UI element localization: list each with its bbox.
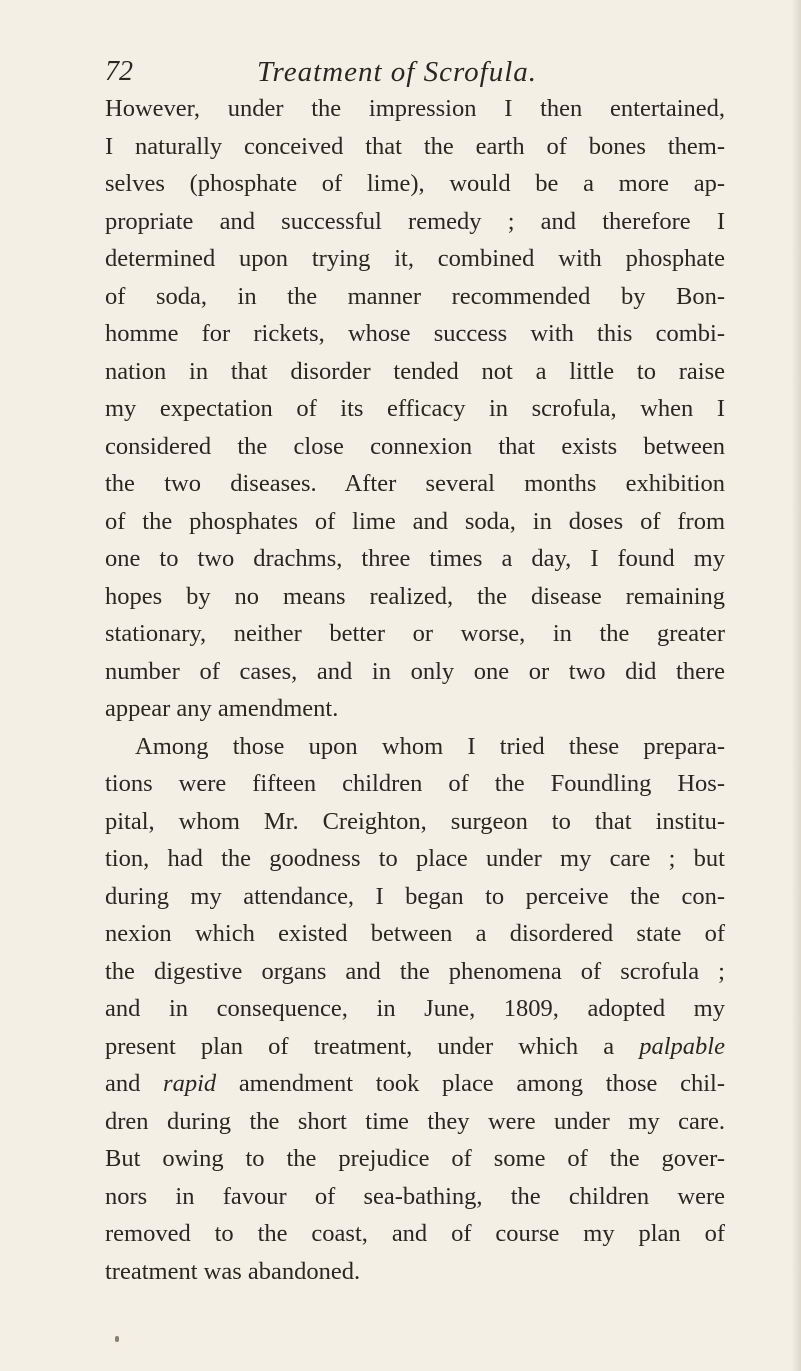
paragraph-end-line: appear any amendment.	[105, 695, 339, 722]
text-segment: present plan of treatment, under which a	[105, 1032, 615, 1060]
text-line: number of cases, and in only one or two did there	[105, 657, 725, 685]
text-line: selves (phosphate of lime), would be a more ap-	[105, 170, 725, 197]
text-line: nexion which existed between a disordered state of	[105, 920, 725, 947]
text-line: of the phosphates of lime and soda, in doses of from	[105, 507, 725, 535]
text-line: nation in that disorder tended not a little to raise	[105, 357, 725, 385]
text-line: propriate and successful remedy ; and therefore I	[105, 207, 725, 235]
text-line: my expectation of its efficacy in scrofula, when I	[105, 395, 725, 422]
text-line: I naturally conceived that the earth of bones them-	[105, 132, 725, 160]
text-line: considered the close connexion that exists between	[105, 432, 725, 460]
italic-word: palpable	[639, 1032, 725, 1060]
text-line: stationary, neither better or worse, in the greater	[105, 620, 725, 647]
text-line: the digestive organs and the phenomena of scrofula ;	[105, 957, 725, 985]
text-line: removed to the coast, and of course my plan of	[105, 1220, 725, 1247]
text-line	[105, 1065, 725, 1103]
text-line: But owing to the prejudice of some of the gover-	[105, 1145, 725, 1172]
text-line: pital, whom Mr. Creighton, surgeon to that institu-	[105, 807, 725, 835]
text-line: during my attendance, I began to perceive the con-	[105, 882, 725, 910]
paragraph-start-line: Among those upon whom I tried these prepara-	[135, 732, 725, 760]
italic-word: rapid	[163, 1070, 217, 1097]
text-line: determined upon trying it, combined with phosphate	[105, 245, 725, 272]
paragraph-end-line: treatment was abandoned.	[105, 1257, 361, 1285]
text-line: dren during the short time they were under my care.	[105, 1107, 725, 1135]
page-edge-shadow	[791, 0, 801, 1371]
text-line	[105, 1028, 725, 1066]
text-line: nors in favour of sea-bathing, the children were	[105, 1182, 725, 1210]
text-line: of soda, in the manner recommended by Bon-	[105, 282, 725, 310]
running-title: Treatment of Scrofula.	[257, 56, 538, 88]
text-line: However, under the impression I then entertained,	[105, 95, 725, 122]
text-line: one to two drachms, three times a day, I found my	[105, 545, 725, 572]
text-line: hopes by no means realized, the disease remaining	[105, 582, 725, 610]
text-line: homme for rickets, whose success with this combi-	[105, 320, 725, 347]
text-line: tion, had the goodness to place under my care ; but	[105, 845, 725, 872]
text-line: tions were fifteen children of the Foundling Hos-	[105, 770, 725, 797]
text-segment: amendment took place among those chil-	[238, 1070, 725, 1097]
page-header	[105, 50, 725, 94]
body-text	[105, 90, 725, 1290]
page-number: 72	[105, 56, 133, 87]
ink-speck	[115, 1336, 119, 1342]
text-line: and in consequence, in June, 1809, adopted my	[105, 995, 725, 1022]
text-line: the two diseases. After several months exhibition	[105, 470, 725, 497]
text-segment: and	[105, 1070, 141, 1097]
